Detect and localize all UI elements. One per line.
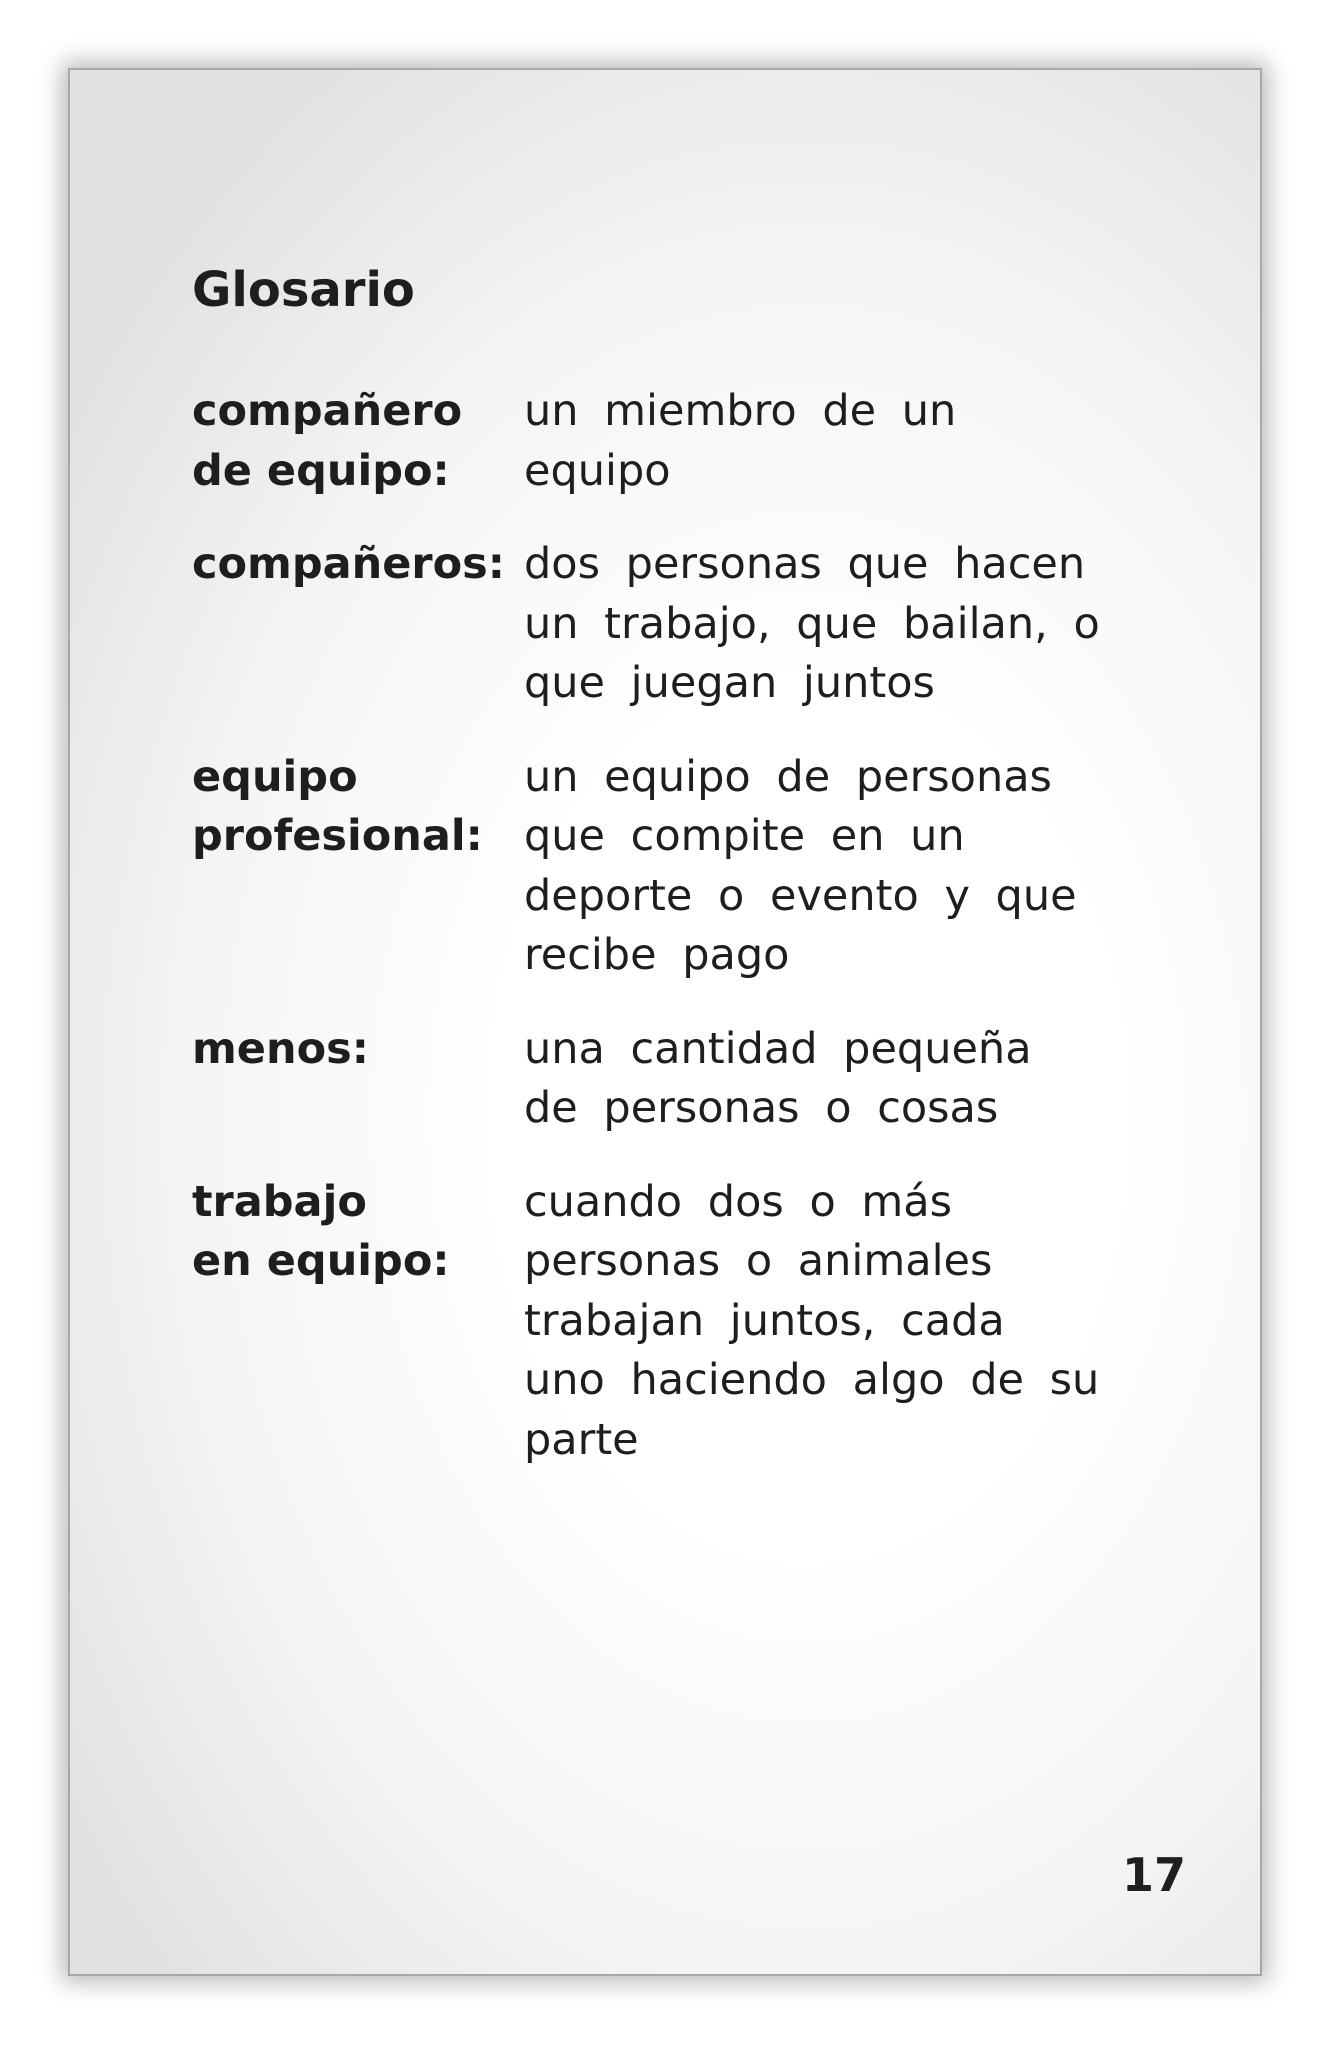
glossary-definition: una cantidad pequeña de personas o cosas bbox=[524, 1023, 1032, 1133]
glossary-term: equipo profesional: bbox=[192, 751, 483, 861]
glossary-term: compañero de equipo: bbox=[192, 386, 463, 496]
glossary-definition: un equipo de personas que compite en un deporte o evento y que recibe pago bbox=[524, 751, 1077, 980]
glossary-entry bbox=[192, 535, 1192, 714]
glossary-term: trabajo en equipo: bbox=[192, 1176, 450, 1286]
glossary-term: compañeros: bbox=[192, 539, 505, 589]
glossary-term: menos: bbox=[192, 1023, 369, 1074]
glossary-entry bbox=[192, 382, 1192, 501]
glossary-entry bbox=[192, 1020, 1192, 1139]
book-page bbox=[68, 68, 1262, 1976]
glossary-entry bbox=[192, 1173, 1192, 1471]
page-title: Glosario bbox=[192, 262, 415, 318]
glossary-list bbox=[192, 382, 1192, 1504]
glossary-definition: dos personas que hacen un trabajo, que bailan, o que juegan juntos bbox=[524, 539, 1100, 708]
glossary-definition: cuando dos o más personas o animales trabajan juntos, cada uno haciendo algo de su parte bbox=[524, 1176, 1100, 1465]
page-number: 17 bbox=[1121, 1848, 1186, 1902]
glossary-entry bbox=[192, 748, 1192, 986]
glossary-definition: un miembro de un equipo bbox=[524, 386, 957, 496]
